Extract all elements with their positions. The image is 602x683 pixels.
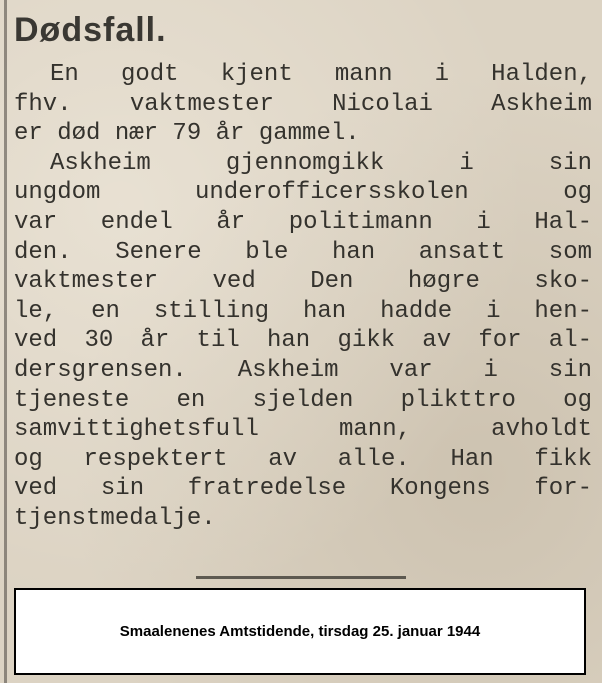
article-line: og respektert av alle. Han fikk xyxy=(14,445,592,473)
article-line: ungdom underofficersskolen og xyxy=(14,179,592,207)
article-line: samvittighetsfull mann, avholdt xyxy=(14,416,592,444)
article-line: fhv. vaktmester Nicolai Askheim xyxy=(14,90,592,118)
article-line: En godt kjent mann i Halden, xyxy=(50,61,592,88)
article-body xyxy=(14,60,592,534)
article-line: tjeneste en sjelden plikttro og xyxy=(14,386,592,414)
article-line: er død nær 79 år gammel. xyxy=(14,120,360,148)
source-caption: Smaalenenes Amtstidende, tirsdag 25. januar 1944 xyxy=(119,623,481,640)
article-line: tjenstmedalje. xyxy=(14,504,216,532)
column-rule xyxy=(4,0,7,683)
article-line: den. Senere ble han ansatt som xyxy=(14,238,592,266)
article-line: dersgrensen. Askheim var i sin xyxy=(14,356,592,384)
article-line: ved sin fratredelse Kongens for- xyxy=(14,475,592,503)
source-caption-box xyxy=(14,588,586,675)
article-line: le, en stilling han hadde i hen- xyxy=(14,297,592,325)
article-line: var endel år politimann i Hal- xyxy=(14,208,592,236)
article-headline: Dødsfall. xyxy=(14,11,167,49)
article-line: vaktmester ved Den høgre sko- xyxy=(14,268,592,296)
article-end-rule xyxy=(196,576,406,579)
article-line: Askheim gjennomgikk i sin xyxy=(50,149,592,177)
article-line: ved 30 år til han gikk av for al- xyxy=(14,327,592,355)
